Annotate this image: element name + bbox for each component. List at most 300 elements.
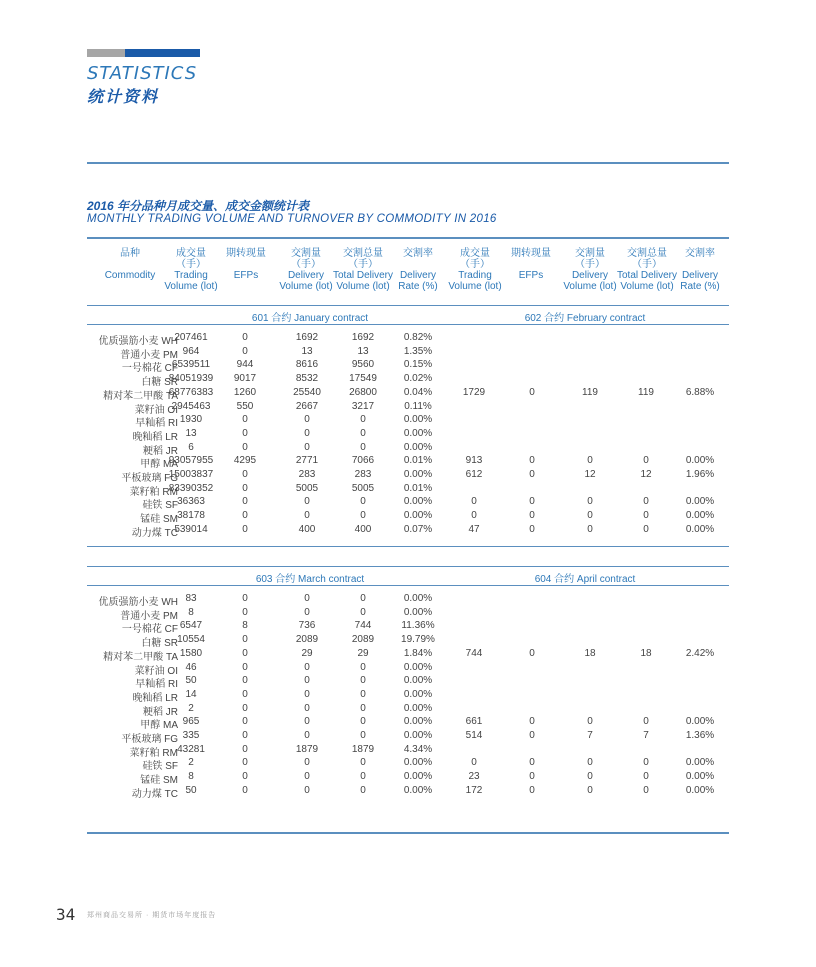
- cell-left: 29: [357, 647, 369, 659]
- cell-left: 0.01%: [403, 482, 433, 494]
- cell-left: 0: [304, 427, 310, 439]
- cell-right: 0: [529, 647, 535, 659]
- commodity-name: 优质强筋小麦 WH: [98, 597, 178, 608]
- column-header-en1: Delivery: [571, 270, 609, 281]
- commodity-name: 平板玻璃 FG: [121, 473, 178, 484]
- cell-right: 0: [587, 771, 593, 783]
- cell-right: 0: [529, 496, 535, 508]
- cell-left: 0.00%: [403, 716, 433, 728]
- cell-left: 9017: [233, 373, 257, 385]
- cell-right: 661: [465, 716, 483, 728]
- column-header-en1: Delivery: [399, 270, 437, 281]
- column-header-en2: [508, 281, 554, 292]
- table-bottom-rule: [87, 832, 729, 834]
- header-gray-bar: [87, 49, 125, 57]
- cell-left: 0: [304, 716, 310, 728]
- cell-left: 14: [185, 688, 197, 700]
- commodity-name: 锰硅 SM: [140, 514, 178, 526]
- cell-left: 36363: [177, 496, 205, 508]
- cell-right: 0.00%: [685, 510, 715, 522]
- cell-left: 0.00%: [403, 661, 433, 673]
- cell-right: 0: [587, 716, 593, 728]
- cell-left: 400: [354, 523, 372, 535]
- cell-left: 0: [242, 523, 248, 535]
- table-title-cn: 2016 年分品种月成交量、成交金额统计表: [87, 199, 310, 213]
- cell-left: 0.00%: [403, 606, 433, 618]
- column-header-cn: 成交量: [176, 248, 206, 259]
- column-header-cn: 交割总量: [627, 248, 667, 259]
- column-header-en2: Rate (%): [398, 281, 438, 292]
- cell-right: 744: [465, 647, 483, 659]
- cell-left: 0: [360, 688, 366, 700]
- cell-left: 0: [242, 634, 248, 646]
- cell-left: 8: [188, 606, 194, 618]
- table-row: [0, 593, 816, 606]
- table-row: [0, 483, 816, 496]
- cell-left: 46: [185, 661, 197, 673]
- table-row: [0, 771, 816, 787]
- commodity-name: 晚籼稻 LR: [132, 431, 178, 443]
- table-row: [0, 455, 816, 471]
- column-header-en1: EFPs: [233, 270, 259, 281]
- table-row: [0, 373, 816, 389]
- cell-left: 0.00%: [403, 688, 433, 700]
- cell-left: 1580: [179, 647, 203, 659]
- commodity-name: 粳稻 JR: [143, 706, 178, 718]
- commodity-name: 优质强筋小麦 WH: [98, 336, 178, 347]
- cell-right: 0: [643, 523, 649, 535]
- cell-left: 1930: [179, 414, 203, 426]
- column-header-en1: Delivery: [681, 270, 719, 281]
- cell-left: 736: [298, 620, 316, 632]
- table-row: [0, 730, 816, 743]
- cell-left: 550: [236, 400, 254, 412]
- table-row: [0, 346, 816, 359]
- cell-left: 0.00%: [403, 702, 433, 714]
- column-header-en2: [223, 281, 269, 292]
- column-header-unit: （手）: [460, 259, 490, 270]
- cell-left: 6539511: [171, 359, 211, 371]
- cell-left: 744: [354, 620, 372, 632]
- column-header-cn: 品种: [120, 248, 140, 259]
- commodity-name: 早籼稻 RI: [135, 679, 178, 691]
- cell-right: 119: [582, 386, 598, 398]
- cell-left: 0: [242, 332, 248, 343]
- table-row: [0, 716, 816, 732]
- commodity-name: 菜籽粕 RM: [129, 486, 178, 498]
- table-row: [0, 607, 816, 620]
- cell-left: 0.00%: [403, 675, 433, 687]
- cell-left: 6: [188, 441, 194, 453]
- cell-left: 0: [242, 702, 248, 714]
- cell-left: 5005: [351, 482, 375, 494]
- cell-left: 93057955: [168, 455, 214, 467]
- column-header-unit: （手）: [176, 259, 206, 270]
- cell-left: 0.00%: [403, 427, 433, 439]
- cell-left: 0: [242, 716, 248, 728]
- cell-left: 0: [304, 730, 310, 741]
- cell-left: 0: [242, 427, 248, 439]
- column-header-unit: （手）: [291, 259, 321, 270]
- column-header-en1: Trading: [458, 270, 492, 281]
- table-row: [0, 757, 816, 773]
- cell-left: 1879: [295, 743, 319, 755]
- cell-left: 43281: [177, 743, 205, 755]
- table-row: [0, 401, 816, 414]
- cell-left: 0.00%: [403, 469, 433, 480]
- cell-left: 26800: [349, 386, 377, 398]
- cell-left: 0: [360, 441, 366, 453]
- cell-right: 0: [529, 510, 535, 522]
- cell-left: 2: [188, 757, 194, 769]
- cell-left: 0: [304, 757, 310, 769]
- cell-left: 0: [304, 414, 310, 426]
- column-header-en1: EFPs: [518, 270, 544, 281]
- cell-left: 0.00%: [403, 593, 433, 604]
- cell-right: 18: [584, 647, 596, 659]
- table-row: [0, 496, 816, 512]
- commodity-name: 普通小麦 PM: [120, 349, 178, 361]
- cell-left: 0: [242, 482, 248, 494]
- table-row: [0, 359, 816, 375]
- cell-right: 2.42%: [685, 647, 715, 659]
- table-row: [0, 428, 816, 441]
- cell-left: 2: [188, 702, 194, 714]
- commodity-name: 菜籽油 OI: [134, 404, 178, 416]
- cell-left: 0.01%: [403, 455, 433, 467]
- cell-left: 0: [242, 743, 248, 755]
- cell-right: 514: [465, 730, 483, 741]
- commodity-name: 甲醇 MA: [140, 459, 178, 471]
- cell-left: 83: [185, 593, 197, 604]
- cell-right: 0: [471, 496, 477, 508]
- cell-right: 0.00%: [685, 784, 715, 796]
- section-title-cn: 统计资料: [87, 89, 160, 106]
- cell-left: 0: [304, 702, 310, 714]
- commodity-name: 平板玻璃 FG: [121, 734, 178, 745]
- cell-right: 0.00%: [685, 523, 715, 535]
- cell-left: 0: [360, 771, 366, 783]
- cell-left: 0.11%: [404, 400, 432, 412]
- commodity-name: 一号棉花 CF: [121, 363, 178, 375]
- cell-right: 0: [529, 455, 535, 467]
- cell-left: 0: [242, 771, 248, 783]
- cell-left: 50: [185, 675, 197, 687]
- cell-left: 0.00%: [403, 441, 433, 453]
- section-title-en: STATISTICS: [87, 63, 198, 84]
- cell-right: 0: [587, 496, 593, 508]
- cell-right: 913: [465, 455, 483, 467]
- cell-left: 13: [185, 427, 197, 439]
- column-header-en2: Volume (lot): [336, 281, 390, 292]
- cell-right: 0: [587, 784, 593, 796]
- cell-left: 0: [360, 675, 366, 687]
- contract-label-right: 604 合约 April contract: [534, 574, 636, 585]
- column-header-unit: [674, 259, 726, 270]
- block-top-rule: [87, 305, 729, 306]
- commodity-name: 硅铁 SF: [142, 500, 178, 512]
- cell-left: 0: [304, 496, 310, 508]
- cell-right: 612: [465, 469, 483, 480]
- column-header-cn: 交割率: [685, 248, 715, 259]
- cell-left: 0: [360, 661, 366, 673]
- contract-label-left: 603 合约 March contract: [255, 574, 365, 585]
- cell-right: 0: [471, 510, 477, 522]
- cell-left: 8: [242, 620, 248, 632]
- cell-right: 0: [529, 523, 535, 535]
- cell-right: 0: [643, 496, 649, 508]
- column-header-unit: [508, 259, 554, 270]
- commodity-name: 甲醇 MA: [140, 720, 178, 732]
- cell-left: 0.00%: [403, 496, 433, 508]
- table-row: [0, 662, 816, 675]
- block-sub-rule: [87, 585, 729, 586]
- cell-left: 50: [185, 784, 197, 796]
- cell-left: 38178: [177, 510, 205, 522]
- cell-right: 0: [529, 757, 535, 769]
- table-row: [0, 675, 816, 691]
- cell-left: 1.35%: [403, 345, 433, 357]
- footer-text: 郑州商品交易所 · 期货市场年度报告: [87, 912, 217, 919]
- commodity-name: 菜籽粕 RM: [129, 747, 178, 759]
- cell-right: 0: [587, 757, 593, 769]
- column-header-unit: [392, 259, 444, 270]
- cell-left: 83390352: [168, 482, 214, 494]
- cell-left: 7066: [351, 455, 375, 467]
- cell-left: 207461: [174, 332, 208, 343]
- cell-right: 0: [587, 523, 593, 535]
- commodity-name: 菜籽油 OI: [134, 665, 178, 677]
- column-header-cn: 成交量: [460, 248, 490, 259]
- block-divider: [87, 546, 729, 547]
- block-sub-rule: [87, 324, 729, 325]
- column-header-en1: Total Delivery: [616, 270, 678, 281]
- commodity-name: 动力煤 TC: [131, 788, 178, 800]
- cell-left: 11.36%: [401, 620, 435, 632]
- cell-left: 4295: [233, 455, 257, 467]
- cell-left: 2089: [295, 634, 319, 646]
- table-row: [0, 469, 816, 482]
- column-header-unit: [223, 259, 269, 270]
- cell-right: 47: [468, 523, 480, 535]
- column-header: [274, 248, 338, 292]
- cell-left: 68776383: [168, 386, 214, 398]
- table-row: [0, 744, 816, 757]
- table-row: [0, 442, 816, 455]
- cell-left: 0.00%: [403, 771, 433, 783]
- cell-left: 2945463: [171, 400, 211, 412]
- column-header: [508, 248, 554, 292]
- table-row: [0, 703, 816, 716]
- cell-left: 0: [242, 661, 248, 673]
- cell-right: 0.00%: [685, 496, 715, 508]
- cell-left: 0: [360, 716, 366, 728]
- column-header-unit: （手）: [575, 259, 605, 270]
- cell-left: 0: [242, 469, 248, 480]
- cell-left: 0: [360, 414, 366, 426]
- cell-right: 0.00%: [685, 455, 715, 467]
- cell-left: 400: [298, 523, 316, 535]
- cell-right: 0.00%: [685, 771, 715, 783]
- table-row: [0, 785, 816, 798]
- column-header-en1: Commodity: [104, 270, 156, 281]
- cell-left: 0: [242, 345, 248, 357]
- column-header-cn: 交割率: [403, 248, 433, 259]
- cell-left: 0.00%: [403, 730, 433, 741]
- cell-right: 0: [587, 510, 593, 522]
- cell-left: 0: [304, 606, 310, 618]
- cell-left: 0: [242, 784, 248, 796]
- cell-left: 0: [304, 688, 310, 700]
- cell-left: 0.82%: [403, 332, 433, 343]
- table-row: [0, 689, 816, 702]
- table-row: [0, 414, 816, 430]
- cell-left: 335: [182, 730, 200, 741]
- cell-left: 0: [242, 441, 248, 453]
- cell-left: 0.02%: [403, 373, 433, 385]
- cell-left: 2089: [351, 634, 375, 646]
- cell-right: 0: [643, 757, 649, 769]
- cell-left: 4.34%: [403, 743, 433, 755]
- column-header: [392, 248, 444, 292]
- commodity-name: 硅铁 SF: [142, 761, 178, 773]
- cell-right: 0: [529, 386, 535, 398]
- cell-right: 1.36%: [685, 730, 715, 741]
- column-header-en2: Volume (lot): [620, 281, 674, 292]
- commodity-name: 锰硅 SM: [140, 775, 178, 787]
- table-top-rule: [87, 237, 729, 239]
- cell-right: 7: [587, 730, 593, 741]
- cell-left: 1692: [351, 332, 375, 343]
- cell-left: 25540: [293, 386, 321, 398]
- cell-right: 0.00%: [685, 716, 715, 728]
- cell-left: 8616: [295, 359, 319, 371]
- column-header-unit: （手）: [348, 259, 378, 270]
- cell-left: 0: [304, 510, 310, 522]
- cell-left: 84051939: [168, 373, 214, 385]
- commodity-name: 精对苯二甲酸 TA: [103, 651, 178, 663]
- cell-right: 172: [465, 784, 483, 796]
- contract-label-right: 602 合约 February contract: [524, 313, 646, 324]
- cell-left: 0.15%: [403, 359, 433, 371]
- cell-left: 0: [360, 593, 366, 604]
- cell-left: 0: [304, 675, 310, 687]
- cell-left: 13: [357, 345, 369, 357]
- cell-left: 0: [360, 757, 366, 769]
- cell-right: 0: [529, 771, 535, 783]
- cell-right: 0: [529, 716, 535, 728]
- cell-left: 0: [360, 510, 366, 522]
- commodity-name: 白糖 SR: [141, 377, 178, 389]
- cell-right: 0: [643, 510, 649, 522]
- cell-left: 539014: [174, 523, 208, 535]
- commodity-name: 早籼稻 RI: [135, 418, 178, 430]
- cell-left: 0: [242, 414, 248, 426]
- cell-left: 8532: [295, 373, 319, 385]
- cell-left: 2667: [295, 400, 319, 412]
- cell-right: 0: [529, 730, 535, 741]
- cell-left: 0: [242, 757, 248, 769]
- table-row: [0, 524, 816, 537]
- cell-right: 0: [643, 716, 649, 728]
- cell-left: 1260: [233, 386, 257, 398]
- table-row: [0, 634, 816, 650]
- cell-left: 0: [242, 606, 248, 618]
- commodity-name: 晚籼稻 LR: [132, 692, 178, 704]
- column-header: [160, 248, 222, 292]
- cell-left: 0: [242, 647, 248, 659]
- cell-left: 0.00%: [403, 510, 433, 522]
- column-header-cn: 交割量: [291, 248, 321, 259]
- cell-right: 0: [643, 771, 649, 783]
- cell-left: 0.00%: [403, 757, 433, 769]
- column-header-en2: Volume (lot): [279, 281, 333, 292]
- cell-right: 119: [638, 386, 654, 398]
- column-header-cn: 期转现量: [226, 248, 266, 259]
- cell-right: 0.00%: [685, 757, 715, 769]
- cell-left: 0: [242, 496, 248, 508]
- cell-left: 19.79%: [401, 634, 435, 646]
- cell-right: 0: [471, 757, 477, 769]
- column-header-en2: Rate (%): [680, 281, 720, 292]
- header-blue-bar: [125, 49, 200, 57]
- column-header: [614, 248, 680, 292]
- cell-left: 0: [360, 606, 366, 618]
- cell-left: 17549: [349, 373, 377, 385]
- column-header: [223, 248, 269, 292]
- cell-left: 965: [182, 716, 200, 728]
- cell-left: 1879: [351, 743, 375, 755]
- cell-left: 0: [242, 675, 248, 687]
- cell-left: 0.04%: [403, 386, 433, 398]
- commodity-name: 白糖 SR: [141, 638, 178, 650]
- cell-left: 15003837: [168, 469, 214, 480]
- cell-left: 0: [360, 784, 366, 796]
- cell-left: 944: [236, 359, 254, 371]
- cell-left: 0: [242, 688, 248, 700]
- cell-left: 0: [242, 593, 248, 604]
- column-header-cn: 交割总量: [343, 248, 383, 259]
- cell-right: 1.96%: [685, 469, 715, 480]
- table-row: [0, 620, 816, 636]
- cell-left: 8: [188, 771, 194, 783]
- cell-right: 7: [643, 730, 649, 741]
- cell-right: 0: [643, 784, 649, 796]
- column-header: [444, 248, 506, 292]
- table-row: [0, 648, 816, 661]
- cell-right: 0: [643, 455, 649, 467]
- cell-right: 0: [529, 469, 535, 480]
- cell-left: 9560: [351, 359, 375, 371]
- cell-left: 0: [360, 702, 366, 714]
- cell-left: 0: [360, 427, 366, 439]
- cell-left: 0: [304, 661, 310, 673]
- column-header-en2: Volume (lot): [563, 281, 617, 292]
- cell-left: 5005: [295, 482, 319, 494]
- cell-left: 0: [304, 771, 310, 783]
- column-header-en1: Trading: [174, 270, 208, 281]
- cell-right: 0: [587, 455, 593, 467]
- cell-left: 283: [298, 469, 316, 480]
- commodity-name: 粳稻 JR: [143, 445, 178, 457]
- cell-left: 964: [182, 345, 200, 357]
- column-header-en1: Total Delivery: [332, 270, 394, 281]
- table-row: [0, 387, 816, 400]
- column-header-en2: Volume (lot): [164, 281, 218, 292]
- cell-right: 12: [640, 469, 652, 480]
- cell-right: 18: [640, 647, 652, 659]
- cell-left: 0: [304, 441, 310, 453]
